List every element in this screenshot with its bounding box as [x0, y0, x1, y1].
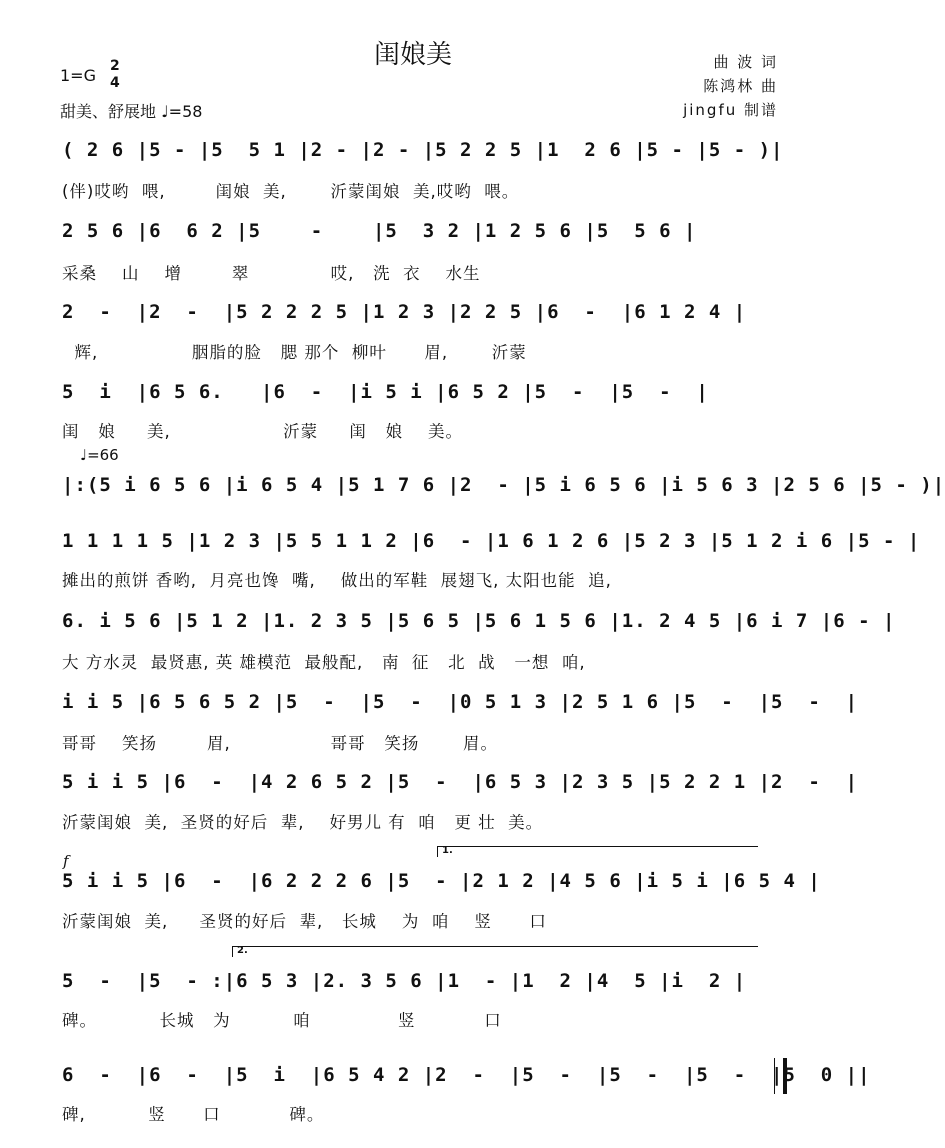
second-ending-label: 2. — [237, 945, 248, 956]
credits — [683, 50, 778, 122]
final-barline — [774, 1058, 787, 1094]
tempo-change-mark: ♩=66 — [80, 446, 119, 464]
score-line — [62, 970, 780, 1004]
lyric-line: 碑, 竖 口 碑。 — [62, 1105, 325, 1124]
expression-mark: 甜美、舒展地 — [60, 102, 157, 121]
song-title: 闺娘美 — [373, 40, 452, 70]
expression-tempo — [60, 99, 202, 122]
jianpu-notes: 5 i i 5 |6 - |6 2 2 2 6 |5 - |2 1 2 |4 5 6 |i 5 i |6 5 4 | — [62, 870, 821, 892]
lyric-line: 闺 娘 美, 沂蒙 闺 娘 美。 — [62, 422, 464, 441]
jianpu-notes: ( 2 6 |5 - |5 5 1 |2 - |2 - |5 2 2 5 |1 2 6 |5 - |5 - )| — [62, 139, 784, 161]
key-signature: 1=G — [60, 66, 96, 85]
score-line — [62, 220, 780, 254]
first-ending-label: 1. — [442, 845, 453, 856]
score-line — [62, 381, 780, 415]
score-line — [62, 530, 921, 564]
first-ending-bracket — [437, 846, 758, 857]
composer-credit: 陈鸿林 曲 — [703, 77, 778, 95]
score-line — [62, 474, 945, 508]
time-signature-top: 2 — [110, 58, 120, 74]
score-line — [62, 870, 821, 904]
lyric-line: 沂蒙闺娘 美, 圣贤的好后 辈, 长城 为 咱 竖 口 — [62, 912, 547, 931]
score-line — [62, 139, 784, 173]
lyric-line: 采桑 山 增 翠 哎, 洗 衣 水生 — [62, 264, 481, 283]
score-line — [62, 771, 859, 805]
lyric-line: 哥哥 笑扬 眉, 哥哥 笑扬 眉。 — [62, 734, 499, 753]
score-line — [62, 691, 859, 725]
score-line — [62, 610, 896, 644]
jianpu-notes: 2 - |2 - |5 2 2 2 5 |1 2 3 |2 2 5 |6 - |6 1 2 4 | — [62, 301, 747, 323]
time-signature-bottom: 4 — [110, 75, 120, 91]
jianpu-notes: |:(5 i 6 5 6 |i 6 5 4 |5 1 7 6 |2 - |5 i 6 5 6 |i 5 6 3 |2 5 6 |5 - )| — [62, 474, 945, 496]
score-line — [62, 301, 780, 335]
lyric-line: 大 方水灵 最贤惠, 英 雄模范 最般配, 南 征 北 战 一想 咱, — [62, 653, 586, 672]
tempo-mark: ♩=58 — [161, 102, 203, 121]
lyricist-credit: 曲 波 词 — [713, 53, 778, 71]
lyric-line: (伴)哎哟 喂, 闺娘 美, 沂蒙闺娘 美,哎哟 喂。 — [62, 182, 520, 201]
jianpu-notes: 5 i i 5 |6 - |4 2 6 5 2 |5 - |6 5 3 |2 3 5 |5 2 2 1 |2 - | — [62, 771, 859, 793]
jianpu-notes: 5 i |6 5 6. |6 - |i 5 i |6 5 2 |5 - |5 - | — [62, 381, 709, 403]
lyric-line: 摊出的煎饼 香哟, 月亮也馋 嘴, 做出的军鞋 展翅飞, 太阳也能 追, — [62, 571, 612, 590]
lyric-line: 碑。 长城 为 咱 竖 口 — [62, 1011, 502, 1030]
score-line — [62, 1064, 871, 1098]
jianpu-notes: 6. i 5 6 |5 1 2 |1. 2 3 5 |5 6 5 |5 6 1 5 6 |1. 2 4 5 |6 i 7 |6 - | — [62, 610, 896, 632]
time-signature — [110, 58, 120, 92]
jianpu-notes: 5 - |5 - :|6 5 3 |2. 3 5 6 |1 - |1 2 |4 5 |i 2 | — [62, 970, 747, 992]
jianpu-notes: 2 5 6 |6 6 2 |5 - |5 3 2 |1 2 5 6 |5 5 6 | — [62, 220, 697, 242]
second-ending-bracket — [232, 946, 758, 957]
lyric-line: 沂蒙闺娘 美, 圣贤的好后 辈, 好男儿 有 咱 更 壮 美。 — [62, 813, 544, 832]
engraver-credit: jingfu 制谱 — [683, 101, 778, 119]
dynamic-mark: f — [63, 852, 69, 870]
jianpu-notes: 1 1 1 1 5 |1 2 3 |5 5 1 1 2 |6 - |1 6 1 2 6 |5 2 3 |5 1 2 i 6 |5 - | — [62, 530, 921, 552]
jianpu-notes: i i 5 |6 5 6 5 2 |5 - |5 - |0 5 1 3 |2 5 1 6 |5 - |5 - | — [62, 691, 859, 713]
jianpu-notes: 6 - |6 - |5 i |6 5 4 2 |2 - |5 - |5 - |5 - |5 0 || — [62, 1064, 871, 1086]
lyric-line: 辉, 胭脂的脸 腮 那个 柳叶 眉, 沂蒙 — [62, 343, 527, 362]
